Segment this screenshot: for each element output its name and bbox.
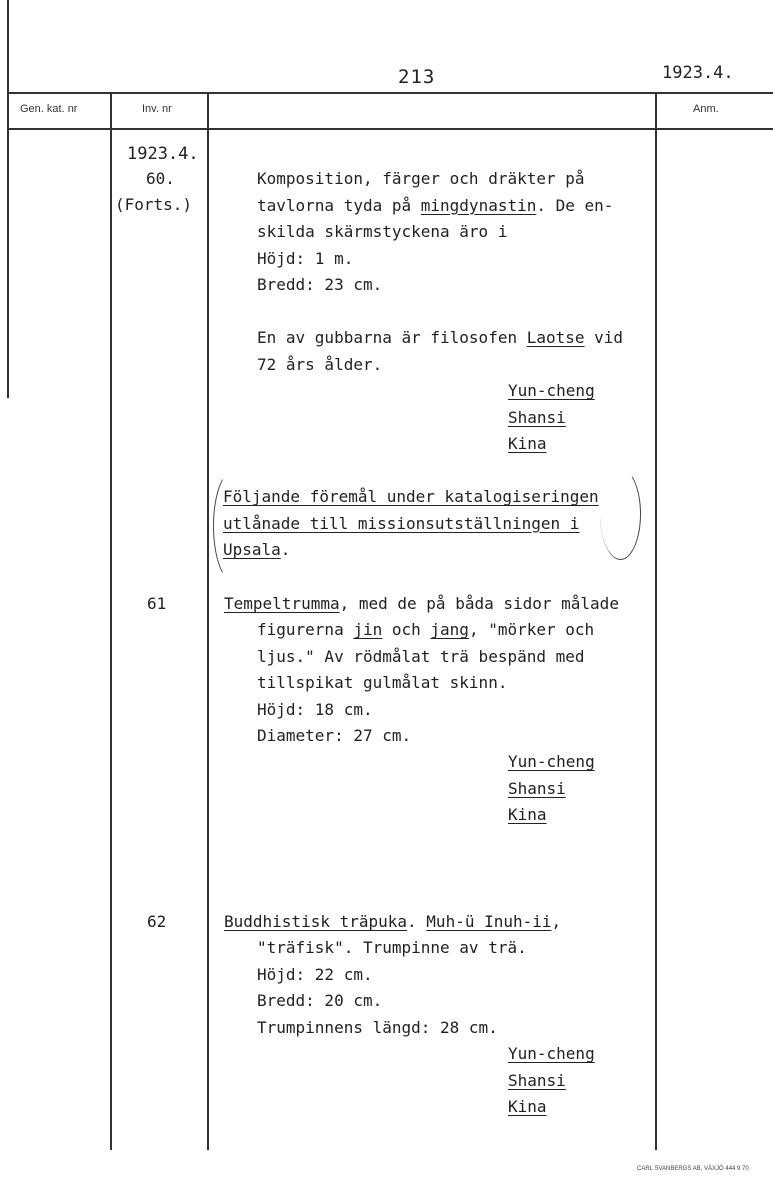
origin-country: Kina xyxy=(508,1097,547,1116)
entry-60-origin xyxy=(508,378,595,458)
entry-62-title-line xyxy=(224,909,561,936)
entry-61-title-line xyxy=(224,591,619,618)
origin-city: Yun-cheng xyxy=(508,381,595,400)
entry-62-line-2: "träfisk". Trumpinne av trä. xyxy=(257,938,527,957)
entry-60-description xyxy=(257,166,613,299)
header-bottom-rule xyxy=(7,128,773,130)
origin-province: Shansi xyxy=(508,1070,566,1090)
entry-60-line-2-end: . De en- xyxy=(536,195,614,215)
upsala-term: Upsala xyxy=(223,540,281,559)
entry-62-comma: , xyxy=(551,912,562,931)
entry-62-origin xyxy=(508,1041,595,1121)
loan-note-line-1: Följande föremål under katalogiseringen xyxy=(223,487,599,506)
entry-61-line-2a: figurerna xyxy=(257,620,354,639)
jin-term: jin xyxy=(353,620,383,639)
entry-60-line-3: skilda skärmstyckena äro i xyxy=(257,222,508,241)
entry-60-line-2 xyxy=(257,193,613,220)
left-margin-rule xyxy=(7,0,9,398)
entry-60-note-end: vid xyxy=(584,328,624,347)
loan-note xyxy=(223,484,599,564)
entry-61-line-2c: , "mörker och xyxy=(468,620,595,639)
origin-country: Kina xyxy=(508,434,547,453)
entry-62-description xyxy=(257,935,527,1041)
inv-number-62: 62 xyxy=(147,912,167,931)
entry-61-line-1: , med de på båda sidor målade xyxy=(339,594,619,613)
entry-60-line-1: Komposition, färger och dräkter på xyxy=(257,169,585,188)
entry-61-line-2b: och xyxy=(382,620,431,639)
entry-62-height: Höjd: 22 cm. xyxy=(257,964,373,984)
origin-city: Yun-cheng xyxy=(508,1044,595,1063)
inv-text-column-rule xyxy=(207,92,209,1150)
entry-60-note-line-2: 72 års ålder. xyxy=(257,354,383,374)
entry-62-stick-length: Trumpinnens längd: 28 cm. xyxy=(257,1017,498,1037)
loan-note-right-bracket xyxy=(600,468,641,560)
entry-62-width: Bredd: 20 cm. xyxy=(257,991,383,1010)
origin-country: Kina xyxy=(508,805,547,824)
header-top-rule xyxy=(7,92,773,94)
header-inv-nr: Inv. nr xyxy=(142,103,172,115)
entry-61-origin xyxy=(508,749,595,829)
entry-61-line-4: tillspikat gulmålat skinn. xyxy=(257,673,508,692)
entry-60-width: Bredd: 23 cm. xyxy=(257,275,383,294)
header-anm: Anm. xyxy=(693,103,719,115)
inv-number-61: 61 xyxy=(147,594,167,613)
text-anm-column-rule xyxy=(655,92,657,1150)
inv-number-60: 60. xyxy=(146,169,175,188)
loan-note-period: . xyxy=(280,540,291,559)
laotse-term: Laotse xyxy=(526,328,585,347)
ming-dynasty-term: mingdynastin xyxy=(420,195,537,215)
inv-continued-60: (Forts.) xyxy=(115,195,193,214)
entry-61-height: Höjd: 18 cm. xyxy=(257,699,373,719)
entry-60-line-2-text: tavlorna tyda på xyxy=(257,195,421,215)
entry-60-height: Höjd: 1 m. xyxy=(257,248,354,268)
entry-62-alt-name: Muh-ü Inuh-ii xyxy=(426,912,552,931)
entry-60-note-line-1 xyxy=(257,325,623,352)
printer-imprint: CARL SVANBERGS AB, VÄXJÖ 444 9 70 xyxy=(637,1166,749,1172)
gen-inv-column-rule xyxy=(110,92,112,1150)
jang-term: jang xyxy=(430,620,469,639)
entry-62-separator: . xyxy=(407,912,427,931)
page-number: 213 xyxy=(398,66,436,88)
inv-year-60: 1923.4. xyxy=(127,144,199,164)
catalog-reference: 1923.4. xyxy=(662,63,734,83)
loan-note-line-2: utlånade till missionsutställningen i xyxy=(223,513,580,533)
origin-province: Shansi xyxy=(508,407,566,427)
entry-61-description xyxy=(257,617,594,750)
entry-61-diameter: Diameter: 27 cm. xyxy=(257,726,412,745)
entry-62-title: Buddhistisk träpuka xyxy=(224,912,408,931)
entry-60-note-text: En av gubbarna är filosofen xyxy=(257,328,527,347)
entry-60-note xyxy=(257,325,623,378)
origin-province: Shansi xyxy=(508,778,566,798)
loan-note-line-3 xyxy=(223,537,599,564)
entry-61-line-3: ljus." Av rödmålat trä bespänd med xyxy=(257,646,585,666)
origin-city: Yun-cheng xyxy=(508,752,595,771)
entry-61-line-2 xyxy=(257,617,594,644)
entry-61-title: Tempeltrumma xyxy=(224,594,340,613)
header-gen-kat-nr: Gen. kat. nr xyxy=(20,103,78,115)
